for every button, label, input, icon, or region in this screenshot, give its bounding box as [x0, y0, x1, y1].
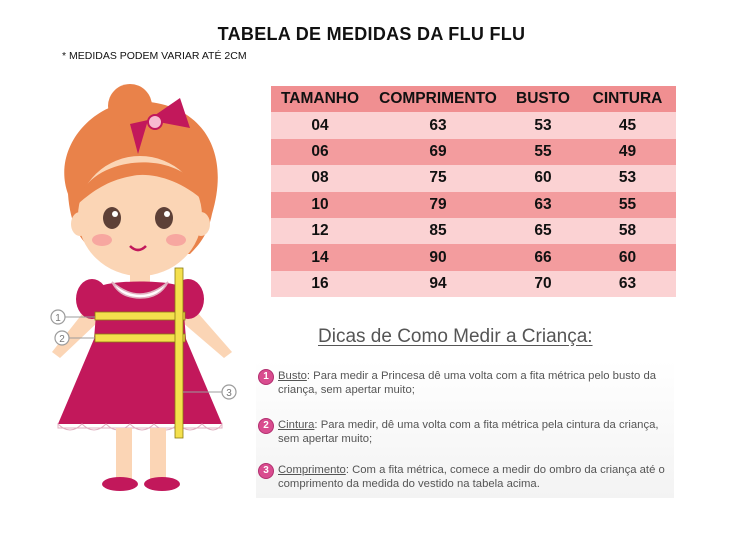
tip-keyword: Cintura — [278, 419, 315, 431]
cell-cintura: 58 — [579, 218, 676, 244]
cell-comprimento: 85 — [369, 218, 507, 244]
marker-2-label: 2 — [59, 334, 65, 345]
cell-tamanho: 10 — [271, 192, 369, 218]
cell-cintura: 45 — [579, 112, 676, 138]
cell-tamanho: 16 — [271, 271, 369, 297]
cell-comprimento: 90 — [369, 244, 507, 270]
cell-comprimento: 69 — [369, 139, 507, 165]
cell-tamanho: 08 — [271, 165, 369, 191]
tip-text — [278, 369, 678, 397]
cell-comprimento: 63 — [369, 112, 507, 138]
tips-title: Dicas de Como Medir a Criança: — [318, 326, 593, 347]
header-busto: BUSTO — [507, 86, 579, 112]
cell-cintura: 60 — [579, 244, 676, 270]
cell-comprimento: 94 — [369, 271, 507, 297]
tip-description: : Para medir, dê uma volta com a fita métrica pela cintura da criança, sem apertar muito; — [278, 419, 659, 445]
tip-keyword: Comprimento — [278, 464, 346, 476]
cell-busto: 55 — [507, 139, 579, 165]
tip-text — [278, 418, 678, 446]
table-row — [271, 192, 676, 218]
cell-busto: 66 — [507, 244, 579, 270]
size-table — [271, 86, 676, 297]
marker-1 — [51, 310, 65, 324]
tip-description: : Para medir a Princesa dê uma volta com a fita métrica pelo busto da criança, sem apertar muito; — [278, 370, 657, 396]
table-header-row — [271, 86, 676, 112]
measurement-note: * MEDIDAS PODEM VARIAR ATÉ 2CM — [62, 50, 247, 62]
cell-tamanho: 12 — [271, 218, 369, 244]
tip-keyword: Busto — [278, 370, 307, 382]
cell-cintura: 55 — [579, 192, 676, 218]
header-cintura: CINTURA — [579, 86, 676, 112]
girl-illustration — [40, 84, 245, 504]
tip-text — [278, 463, 678, 491]
cell-busto: 65 — [507, 218, 579, 244]
table-row — [271, 218, 676, 244]
marker-3 — [222, 385, 236, 399]
header-tamanho: TAMANHO — [271, 86, 369, 112]
cell-busto: 63 — [507, 192, 579, 218]
cell-tamanho: 14 — [271, 244, 369, 270]
table-row — [271, 244, 676, 270]
cell-busto: 60 — [507, 165, 579, 191]
table-row — [271, 271, 676, 297]
marker-1-label: 1 — [55, 313, 61, 324]
tip-number-badge: 1 — [258, 369, 274, 385]
cell-busto: 70 — [507, 271, 579, 297]
cell-tamanho: 04 — [271, 112, 369, 138]
tip-number-badge: 2 — [258, 418, 274, 434]
header-comprimento: COMPRIMENTO — [369, 86, 507, 112]
tip-number-badge: 3 — [258, 463, 274, 479]
table-row — [271, 165, 676, 191]
cell-comprimento: 75 — [369, 165, 507, 191]
marker-3-label: 3 — [226, 388, 232, 399]
cell-cintura: 63 — [579, 271, 676, 297]
page-title: TABELA DE MEDIDAS DA FLU FLU — [217, 24, 526, 44]
cell-cintura: 49 — [579, 139, 676, 165]
table-row — [271, 112, 676, 138]
cell-cintura: 53 — [579, 165, 676, 191]
tip-description: : Com a fita métrica, comece a medir do ombro da criança até o comprimento da medida do vestido na tabela acima. — [278, 464, 665, 490]
cell-tamanho: 06 — [271, 139, 369, 165]
table-row — [271, 139, 676, 165]
marker-2 — [55, 331, 69, 345]
cell-busto: 53 — [507, 112, 579, 138]
cell-comprimento: 79 — [369, 192, 507, 218]
